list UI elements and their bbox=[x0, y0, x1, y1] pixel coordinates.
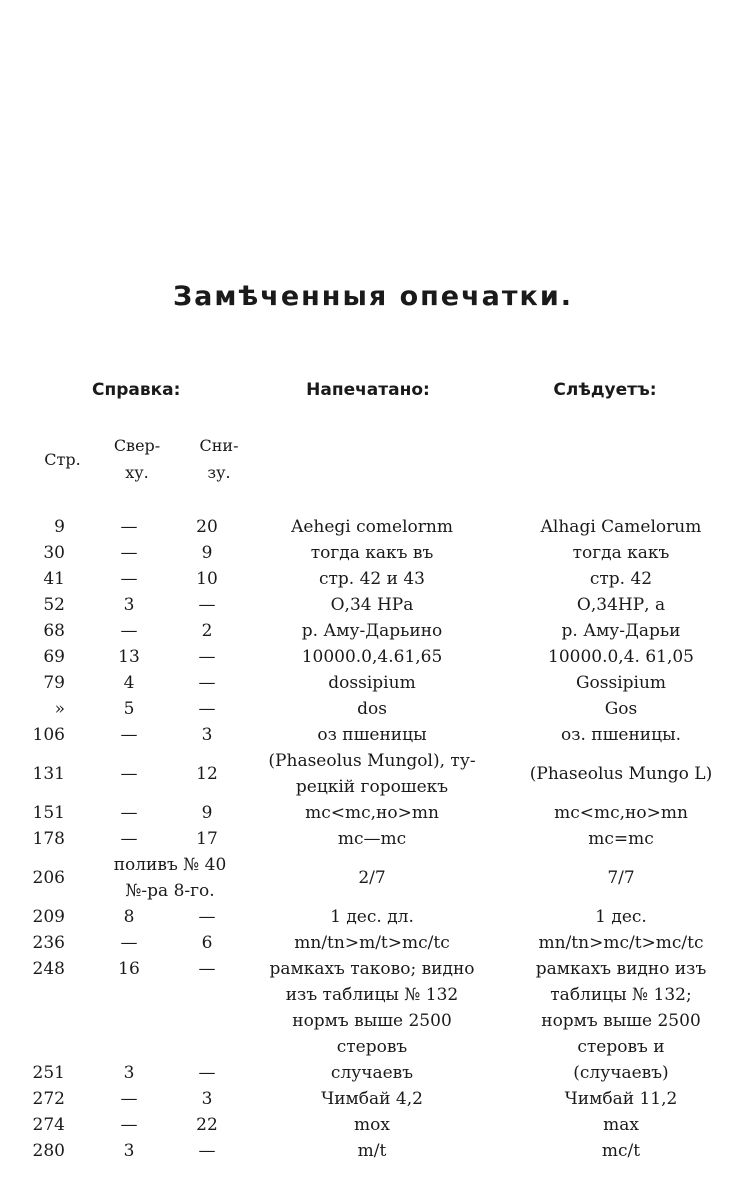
printed-text bbox=[248, 956, 496, 1060]
errata-row bbox=[0, 800, 746, 826]
correct-text-line: Gossipium bbox=[575, 673, 667, 693]
page-number: 69 bbox=[43, 647, 65, 667]
line-from-top: — bbox=[120, 829, 138, 849]
printed-text-line: m/t bbox=[357, 1141, 387, 1161]
correct-text-line: 7/7 bbox=[607, 868, 635, 888]
printed-text-line: нормъ выше 2500 bbox=[292, 1011, 452, 1031]
reference-note-line: поливъ № 40 bbox=[113, 855, 227, 875]
printed-text bbox=[248, 696, 496, 722]
page-number: 30 bbox=[43, 543, 65, 563]
printed-text-line: рамкахъ таково; видно bbox=[269, 959, 475, 979]
page-number: 68 bbox=[43, 621, 65, 641]
line-from-top: 5 bbox=[123, 699, 135, 719]
correct-text bbox=[496, 670, 746, 696]
line-from-top: 13 bbox=[118, 647, 140, 667]
line-from-bottom: 6 bbox=[201, 933, 213, 953]
correct-text bbox=[496, 761, 746, 787]
printed-text bbox=[248, 800, 496, 826]
errata-row bbox=[0, 644, 746, 670]
printed-text-line: dossipium bbox=[328, 673, 416, 693]
printed-text-line: стр. 42 и 43 bbox=[318, 569, 426, 589]
correct-text-line: mc=mc bbox=[588, 829, 654, 849]
correct-text bbox=[496, 696, 746, 722]
line-from-bottom: 9 bbox=[201, 543, 213, 563]
printed-text bbox=[248, 826, 496, 852]
correct-text-line: рамкахъ видно изъ bbox=[535, 959, 707, 979]
line-from-top: 4 bbox=[123, 673, 135, 693]
page-number: 52 bbox=[43, 595, 65, 615]
subheading-from-top-line2: ху. bbox=[125, 463, 149, 482]
printed-text bbox=[248, 722, 496, 748]
line-from-bottom: — bbox=[198, 647, 216, 667]
printed-text bbox=[248, 930, 496, 956]
printed-text-line: случаевъ bbox=[330, 1063, 414, 1083]
page-number: 248 bbox=[32, 959, 65, 979]
correct-text-line: таблицы № 132; bbox=[550, 985, 692, 1005]
correct-text-line: Чимбай 11,2 bbox=[564, 1089, 678, 1109]
heading-printed: Напечатано: bbox=[306, 380, 430, 400]
page-number: 178 bbox=[32, 829, 65, 849]
line-from-bottom: — bbox=[198, 907, 216, 927]
line-from-top: 3 bbox=[123, 595, 135, 615]
errata-row bbox=[0, 1112, 746, 1138]
line-from-top: 3 bbox=[123, 1141, 135, 1161]
errata-row bbox=[0, 748, 746, 800]
correct-text-line: стр. 42 bbox=[589, 569, 653, 589]
printed-text bbox=[248, 670, 496, 696]
correct-text-line: mc<mc,но>mn bbox=[554, 803, 688, 823]
line-from-top: — bbox=[120, 569, 138, 589]
errata-row bbox=[0, 696, 746, 722]
page-title: Замѣченныя опечатки. bbox=[172, 281, 574, 312]
errata-row bbox=[0, 1138, 746, 1164]
errata-row bbox=[0, 618, 746, 644]
errata-row bbox=[0, 826, 746, 852]
line-from-top: — bbox=[120, 517, 138, 537]
correct-text bbox=[496, 592, 746, 618]
printed-text-line: О,34 НРа bbox=[330, 595, 414, 615]
correct-text bbox=[496, 644, 746, 670]
correct-text bbox=[496, 826, 746, 852]
subheading-from-bottom-line2: зу. bbox=[207, 463, 231, 482]
line-from-bottom: — bbox=[198, 595, 216, 615]
page-number: 272 bbox=[32, 1089, 65, 1109]
printed-text bbox=[248, 514, 496, 540]
line-from-bottom: — bbox=[198, 1141, 216, 1161]
correct-text bbox=[496, 1112, 746, 1138]
reference-note-line: №-ра 8-го. bbox=[125, 881, 215, 901]
line-from-top: — bbox=[120, 1089, 138, 1109]
printed-text-line: mc—mc bbox=[337, 829, 407, 849]
correct-text-line: стеровъ и bbox=[577, 1037, 665, 1057]
line-from-bottom: 17 bbox=[196, 829, 218, 849]
page-number: 41 bbox=[43, 569, 65, 589]
printed-text-line: рецкій горошекъ bbox=[295, 777, 449, 797]
correct-text-line: 1 дес. bbox=[595, 907, 647, 927]
correct-text bbox=[496, 930, 746, 956]
printed-text-line: mox bbox=[354, 1115, 390, 1135]
correct-text bbox=[496, 618, 746, 644]
errata-row bbox=[0, 592, 746, 618]
errata-row bbox=[0, 670, 746, 696]
correct-text bbox=[496, 514, 746, 540]
errata-row bbox=[0, 930, 746, 956]
printed-text-line: 10000.0,4.61,65 bbox=[301, 647, 443, 667]
errata-table bbox=[0, 514, 746, 1164]
page-number: 280 bbox=[32, 1141, 65, 1161]
page-number: 79 bbox=[43, 673, 65, 693]
printed-text-line: изъ таблицы № 132 bbox=[285, 985, 459, 1005]
heading-reference: Справка: bbox=[92, 380, 181, 400]
printed-text-line: mc<mc,но>mn bbox=[305, 803, 439, 823]
page-number: 236 bbox=[32, 933, 65, 953]
printed-text bbox=[248, 592, 496, 618]
line-from-bottom: 9 bbox=[201, 803, 213, 823]
correct-text bbox=[496, 800, 746, 826]
line-from-bottom: 12 bbox=[196, 764, 218, 784]
subheading-page: Стр. bbox=[44, 450, 81, 469]
line-from-bottom: 3 bbox=[201, 725, 213, 745]
printed-text bbox=[248, 1138, 496, 1164]
correct-text-line: (Phaseolus Mungo L) bbox=[529, 764, 713, 784]
line-from-top: — bbox=[120, 764, 138, 784]
printed-text-line: Aehegi comelornm bbox=[291, 517, 453, 537]
correct-text-line: р. Аму-Дарьи bbox=[561, 621, 681, 641]
correct-text bbox=[496, 540, 746, 566]
correct-text-line: нормъ выше 2500 bbox=[541, 1011, 701, 1031]
page-number: 251 bbox=[32, 1063, 65, 1083]
correct-text bbox=[496, 904, 746, 930]
printed-text bbox=[248, 1086, 496, 1112]
page-number: 206 bbox=[32, 868, 65, 888]
printed-text bbox=[248, 618, 496, 644]
printed-text-line: (Phaseolus Mungol), ту- bbox=[268, 751, 476, 771]
printed-text-line: 2/7 bbox=[358, 868, 386, 888]
errata-row bbox=[0, 722, 746, 748]
printed-text bbox=[248, 540, 496, 566]
correct-text bbox=[496, 865, 746, 891]
errata-row bbox=[0, 540, 746, 566]
printed-text-line: dos bbox=[357, 699, 387, 719]
subheading-from-bottom bbox=[186, 432, 252, 486]
errata-row bbox=[0, 852, 746, 904]
printed-text-line: mn/tn>m/t>mc/tc bbox=[294, 933, 450, 953]
line-from-top: 3 bbox=[123, 1063, 135, 1083]
page-number: 131 bbox=[32, 764, 65, 784]
printed-text-line: р. Аму-Дарьино bbox=[301, 621, 443, 641]
line-from-bottom: — bbox=[198, 959, 216, 979]
printed-text-line: стеровъ bbox=[336, 1037, 408, 1057]
printed-text bbox=[248, 1060, 496, 1086]
line-from-bottom: 3 bbox=[201, 1089, 213, 1109]
errata-row bbox=[0, 956, 746, 1060]
correct-text bbox=[496, 956, 746, 1060]
correct-text-line: (случаевъ) bbox=[573, 1063, 669, 1083]
printed-text-line: 1 дес. дл. bbox=[330, 907, 414, 927]
correct-text-line: О,34НР, а bbox=[576, 595, 666, 615]
subheading-from-bottom-line1: Сни- bbox=[199, 436, 239, 455]
page-number: 106 bbox=[32, 725, 65, 745]
errata-row bbox=[0, 1086, 746, 1112]
line-from-bottom: 22 bbox=[196, 1115, 218, 1135]
correct-text-line: оз. пшеницы. bbox=[560, 725, 682, 745]
line-from-top: — bbox=[120, 933, 138, 953]
errata-row bbox=[0, 904, 746, 930]
correct-text-line: Alhagi Camelorum bbox=[540, 517, 702, 537]
correct-text bbox=[496, 1138, 746, 1164]
errata-row bbox=[0, 1060, 746, 1086]
page-number: 9 bbox=[54, 517, 65, 537]
page-number: 209 bbox=[32, 907, 65, 927]
reference-note bbox=[92, 852, 248, 904]
correct-text-line: max bbox=[603, 1115, 639, 1135]
line-from-top: — bbox=[120, 803, 138, 823]
errata-row bbox=[0, 514, 746, 540]
line-from-top: 16 bbox=[118, 959, 140, 979]
line-from-bottom: — bbox=[198, 699, 216, 719]
line-from-top: — bbox=[120, 725, 138, 745]
correct-text-line: mn/tn>mc/t>mc/tc bbox=[538, 933, 704, 953]
subheading-from-top-line1: Свер- bbox=[113, 436, 161, 455]
printed-text bbox=[248, 865, 496, 891]
correct-text bbox=[496, 566, 746, 592]
line-from-bottom: 2 bbox=[201, 621, 213, 641]
line-from-bottom: 10 bbox=[196, 569, 218, 589]
line-from-top: — bbox=[120, 621, 138, 641]
page-number: » bbox=[54, 699, 65, 719]
errata-row bbox=[0, 566, 746, 592]
correct-text bbox=[496, 1086, 746, 1112]
printed-text bbox=[248, 904, 496, 930]
printed-text-line: оз пшеницы bbox=[317, 725, 427, 745]
page-number: 274 bbox=[32, 1115, 65, 1135]
column-subheadings bbox=[0, 432, 746, 492]
correct-text bbox=[496, 1060, 746, 1086]
line-from-bottom: — bbox=[198, 1063, 216, 1083]
printed-text bbox=[248, 644, 496, 670]
line-from-bottom: — bbox=[198, 673, 216, 693]
correct-text-line: mc/t bbox=[601, 1141, 641, 1161]
heading-should-be: Слѣдуетъ: bbox=[553, 380, 657, 400]
line-from-bottom: 20 bbox=[196, 517, 218, 537]
printed-text bbox=[248, 566, 496, 592]
line-from-top: — bbox=[120, 543, 138, 563]
subheading-from-top bbox=[104, 432, 170, 486]
line-from-top: — bbox=[120, 1115, 138, 1135]
line-from-top: 8 bbox=[123, 907, 135, 927]
correct-text-line: тогда какъ bbox=[572, 543, 670, 563]
correct-text bbox=[496, 722, 746, 748]
page-number: 151 bbox=[32, 803, 65, 823]
printed-text-line: Чимбай 4,2 bbox=[321, 1089, 423, 1109]
printed-text bbox=[248, 748, 496, 800]
correct-text-line: Gos bbox=[604, 699, 638, 719]
correct-text-line: 10000.0,4. 61,05 bbox=[548, 647, 694, 667]
printed-text-line: тогда какъ въ bbox=[310, 543, 434, 563]
printed-text bbox=[248, 1112, 496, 1138]
